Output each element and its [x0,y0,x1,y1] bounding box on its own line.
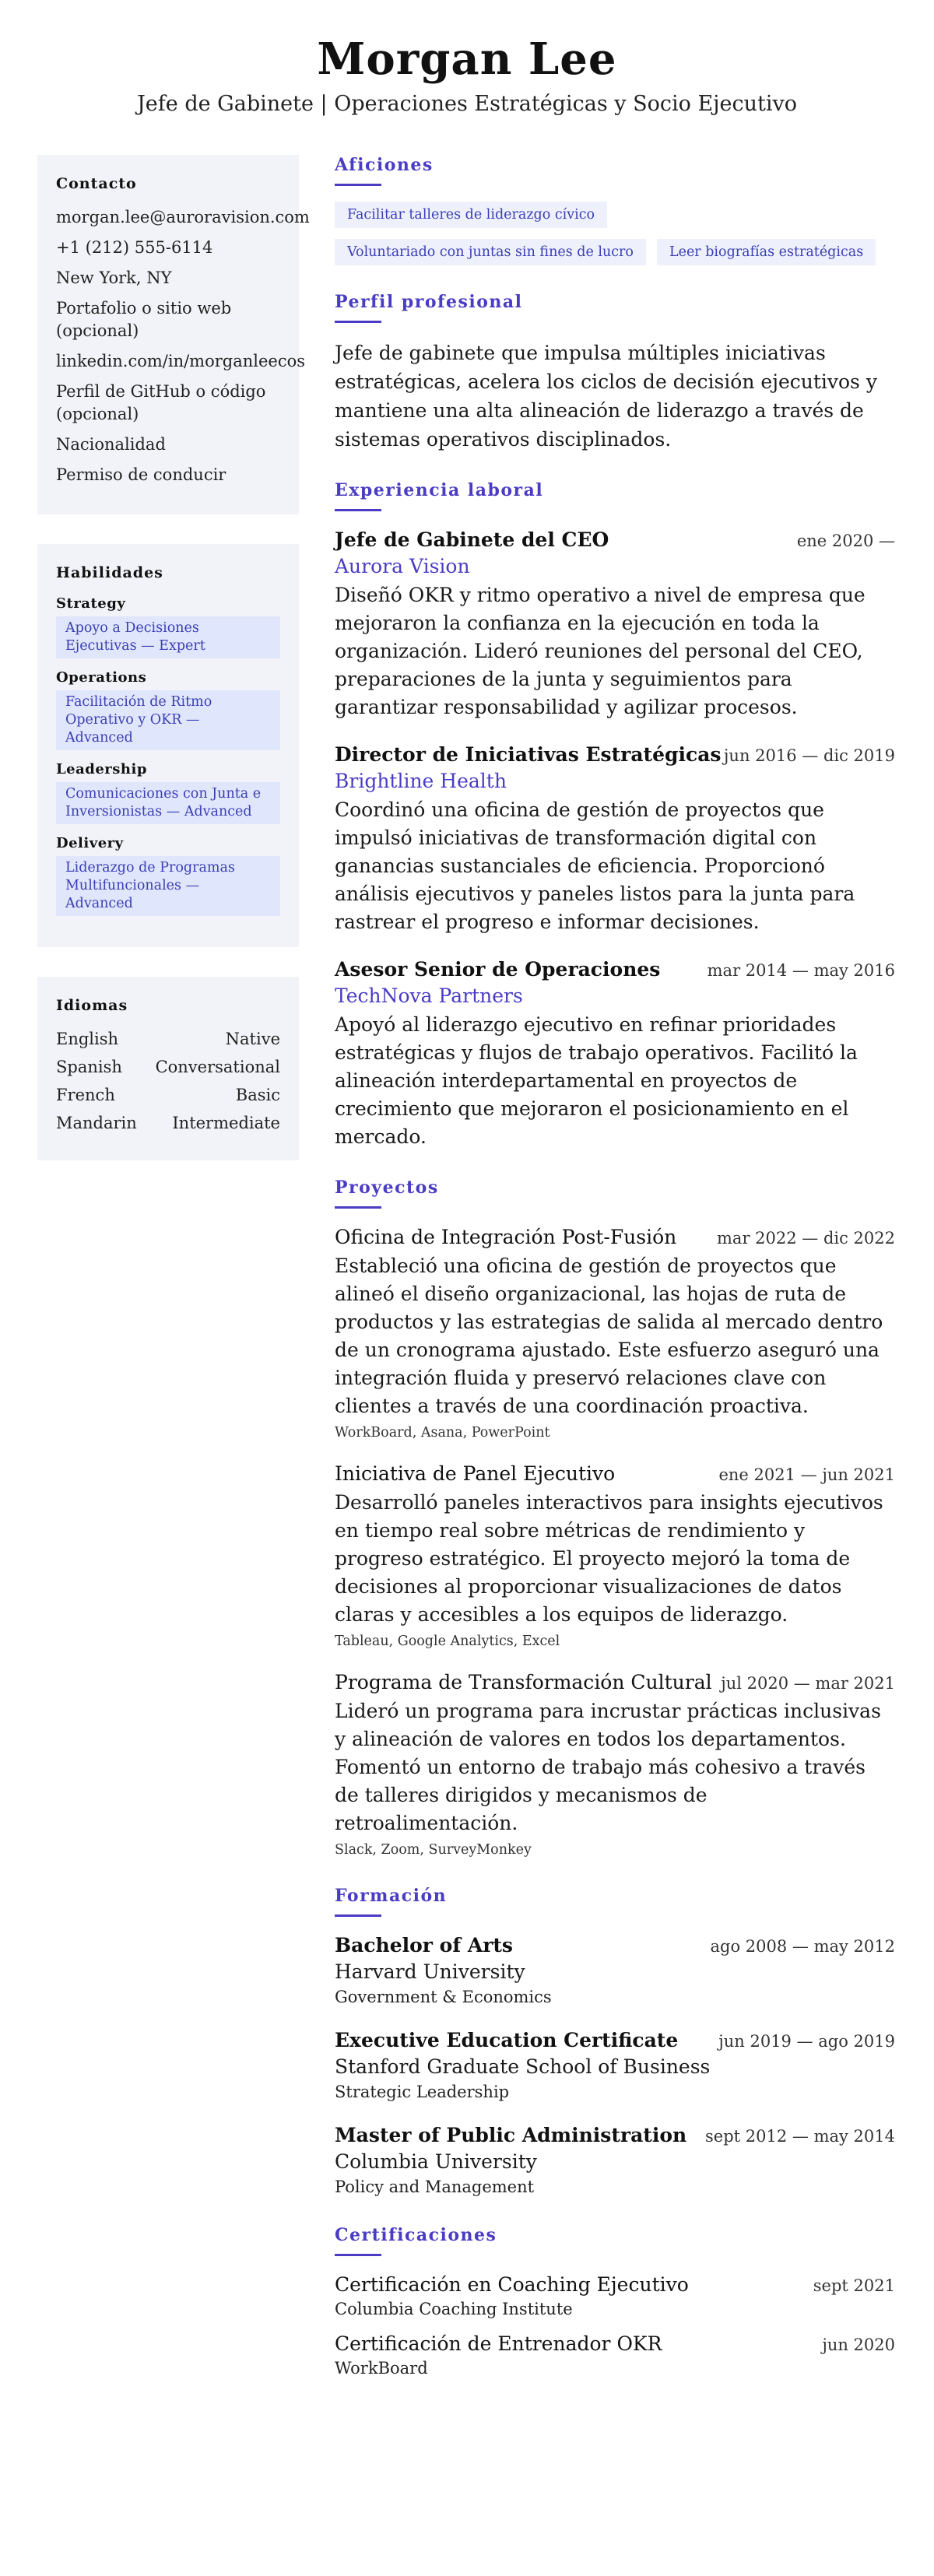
hobby-tag: Voluntariado con juntas sin fines de lucro [335,239,646,265]
job-description: Apoyó al liderazgo ejecutivo en refinar prioridades estratégicas y flujos de trabajo operativos. Facilitó la alineación interdepartamental en proyectos de crecimiento que mejoraron el posicionamiento en el mercado. [335,1013,858,1148]
skill-group [56,761,280,824]
contact-item: Permiso de conducir [56,465,226,484]
candidate-headline: Jefe de Gabinete | Operaciones Estratégicas y Socio Ejecutivo [136,92,798,116]
certification-list [335,2272,895,2379]
education-degree: Master of Public Administration [335,2124,687,2146]
project-title: Oficina de Integración Post-Fusión [335,1226,677,1248]
project-description: Desarrolló paneles interactivos para insights ejecutivos en tiempo real sobre métricas de rendimiento y progreso estratégico. El proyecto mejoró la toma de decisiones al proporcionar visualizaciones de datos claras y accesibles a los equipos de liderazgo. [335,1491,883,1626]
job-company: TechNova Partners [335,984,523,1007]
skills-box [37,544,299,947]
education-degree: Executive Education Certificate [335,2029,679,2051]
certification-entry [335,2272,895,2320]
languages-list [56,1028,280,1134]
certification-entry [335,2331,895,2379]
skill-group-title: Delivery [56,835,124,851]
education-header [335,2027,895,2054]
projects-section [335,1177,895,1859]
experience-section [335,480,895,1151]
skill-group-title: Operations [56,669,147,686]
education-header [335,1932,895,1959]
language-row [56,1056,280,1078]
certification-header [335,2272,895,2298]
project-entry [335,1669,895,1859]
education-entry [335,1932,895,2009]
project-entry [335,1461,895,1651]
section-divider [335,1206,381,1209]
job-dates: ene 2020 — [796,532,895,550]
language-name: Spanish [56,1058,122,1076]
skills-list [56,595,280,916]
skills-title: Habilidades [56,564,163,581]
job-entry [335,956,895,1151]
contact-item: +1 (212) 555-6114 [56,238,213,257]
contact-box [37,155,310,514]
skill-tag: Liderazgo de Programas Multifuncionales — Advanced [56,856,280,916]
language-row [56,1084,280,1106]
hobbies-title: Aficiones [335,155,434,175]
certification-issuer: Columbia Coaching Institute [335,2300,573,2318]
profile-title: Perfil profesional [335,292,523,312]
education-header [335,2122,895,2149]
language-level: Basic [235,1086,280,1104]
languages-box [37,977,299,1160]
skill-tag: Facilitación de Ritmo Operativo y OKR — Advanced [56,690,280,750]
section-divider [335,1914,381,1917]
project-entry [335,1224,895,1442]
education-school: Stanford Graduate School of Business [335,2055,711,2078]
education-dates: jun 2019 — ago 2019 [718,2032,895,2051]
hobby-list [335,202,895,265]
project-tools: Tableau, Google Analytics, Excel [335,1634,560,1649]
language-level: Conversational [155,1058,280,1076]
contact-item: linkedin.com/in/morganleecos [56,352,306,370]
education-degree: Bachelor of Arts [335,1934,514,1957]
education-field: Strategic Leadership [335,2083,510,2101]
hobby-tag: Facilitar talleres de liderazgo cívico [335,202,607,228]
contact-item: Portafolio o sitio web (opcional) [56,299,232,340]
skill-group [56,669,280,750]
certifications-section [335,2225,895,2379]
language-name: French [56,1086,115,1104]
certification-title: Certificación de Entrenador OKR [335,2332,662,2355]
job-entry [335,742,895,936]
job-header [335,742,895,768]
job-company: Aurora Vision [335,555,470,577]
job-dates: mar 2014 — may 2016 [707,961,895,980]
project-dates: ene 2021 — jun 2021 [718,1465,895,1484]
project-description: Estableció una oficina de gestión de proyectos que alineó el diseño organizacional, las hojas de ruta de productos y las estrategias de salida al mercado dentro de un cronograma ajustado. Este esfuerzo aseguró una integración fluida y preservó relaciones clave con clientes a través de una coordinación proactiva. [335,1255,883,1417]
certifications-title: Certificaciones [335,2225,497,2245]
language-level: Intermediate [172,1114,280,1132]
language-row [56,1112,280,1134]
language-name: Mandarin [56,1114,137,1132]
education-field: Policy and Management [335,2178,535,2196]
job-dates: jun 2016 — dic 2019 [723,746,895,765]
education-dates: ago 2008 — may 2012 [710,1937,895,1956]
project-title: Iniciativa de Panel Ejecutivo [335,1462,616,1485]
language-name: English [56,1030,119,1048]
job-entry [335,527,895,721]
project-tools: WorkBoard, Asana, PowerPoint [335,1425,550,1441]
skill-group [56,835,280,916]
contact-item: Nacionalidad [56,435,166,454]
job-description: Diseñó OKR y ritmo operativo a nivel de empresa que mejoraron la confianza en la ejecución en toda la organización. Lideró reuniones del personal del CEO, preparaciones de la junta y seguimientos para garantizar responsabilidad y agilizar procesos. [335,584,866,718]
languages-title: Idiomas [56,997,128,1014]
certification-date: jun 2020 [822,2336,895,2354]
education-entry [335,2122,895,2199]
section-divider [335,321,381,323]
certification-title: Certificación en Coaching Ejecutivo [335,2273,689,2296]
project-list [335,1224,895,1859]
job-company: Brightline Health [335,770,507,792]
section-divider [335,509,381,511]
profile-summary: Jefe de gabinete que impulsa múltiples iniciativas estratégicas, acelera los ciclos de decisión ejecutivos y mantiene una alta alineación de liderazgo a través de sistemas operativos disciplinados. [335,342,877,451]
job-header [335,956,895,983]
skill-group [56,595,280,658]
job-list [335,527,895,1151]
language-level: Native [225,1030,280,1048]
skill-group-title: Leadership [56,761,147,777]
skill-tag: Apoyo a Decisiones Ejecutivas — Expert [56,616,280,658]
project-description: Lideró un programa para incrustar prácticas inclusivas y alineación de valores en todos los departamentos. Fomentó un entorno de trabajo más cohesivo a través de talleres dirigidos y mecanismos de retroalimentación. [335,1700,881,1834]
certification-issuer: WorkBoard [335,2359,428,2378]
sidebar [37,155,310,1190]
education-section [335,1886,895,2199]
contact-item: New York, NY [56,268,172,287]
hobby-tag: Leer biografías estratégicas [657,239,876,265]
contact-list [56,206,310,486]
contact-title: Contacto [56,175,137,192]
certification-date: sept 2021 [813,2276,895,2295]
contact-item: morgan.lee@auroravision.com [56,208,310,226]
certification-header [335,2331,895,2357]
project-header [335,1224,895,1251]
hobbies-section [335,155,895,265]
project-tools: Slack, Zoom, SurveyMonkey [335,1842,532,1858]
profile-section [335,292,895,454]
language-row [56,1028,280,1050]
experience-title: Experiencia laboral [335,480,544,500]
main-content [335,155,895,2406]
project-header [335,1669,895,1696]
job-title: Jefe de Gabinete del CEO [335,528,609,551]
education-field: Government & Economics [335,1988,552,2006]
contact-item: Perfil de GitHub o código (opcional) [56,382,266,423]
project-dates: jul 2020 — mar 2021 [721,1674,895,1693]
project-header [335,1461,895,1487]
section-divider [335,184,381,186]
education-school: Columbia University [335,2150,537,2173]
education-title: Formación [335,1886,448,1906]
education-list [335,1932,895,2199]
project-dates: mar 2022 — dic 2022 [717,1229,895,1248]
education-entry [335,2027,895,2104]
job-description: Coordinó una oficina de gestión de proyectos que impulsó iniciativas de transformación digital con ganancias sustanciales de eficiencia. Proporcionó análisis ejecutivos y paneles listos para la junta para rastrear el progreso e informar decisiones. [335,798,855,933]
candidate-name: Morgan Lee [317,33,617,85]
job-title: Asesor Senior de Operaciones [335,958,661,981]
resume-header [0,31,934,120]
job-header [335,527,895,553]
education-school: Harvard University [335,1960,525,1983]
section-divider [335,2254,381,2256]
project-title: Programa de Transformación Cultural [335,1671,712,1693]
education-dates: sept 2012 — may 2014 [705,2127,895,2146]
projects-title: Proyectos [335,1177,439,1198]
job-title: Director de Iniciativas Estratégicas [335,743,722,766]
skill-tag: Comunicaciones con Junta e Inversionistas — Advanced [56,782,280,824]
skill-group-title: Strategy [56,595,126,612]
